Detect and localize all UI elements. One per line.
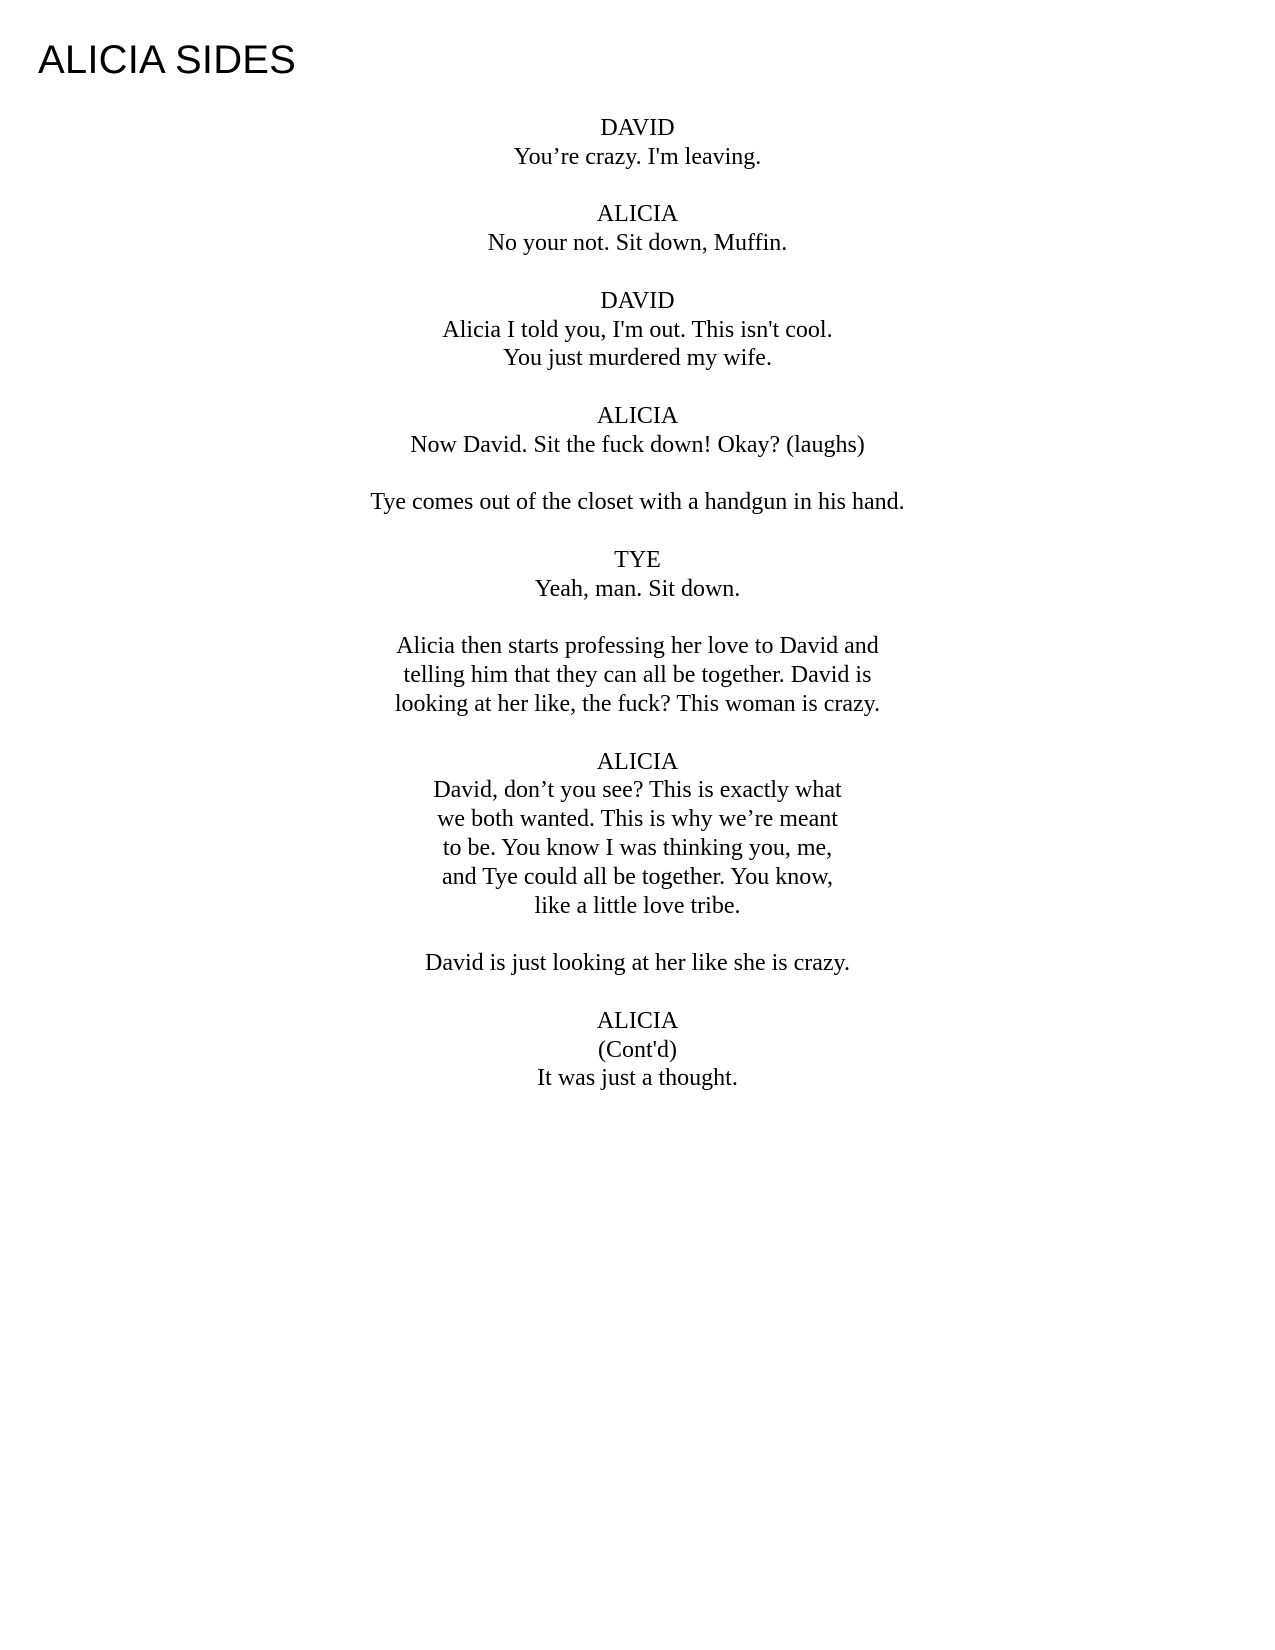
dialogue-line: Alicia I told you, I'm out. This isn't cool. [442, 316, 833, 343]
character-name: ALICIA [596, 402, 679, 429]
character-name: ALICIA [596, 201, 679, 228]
dialogue-line: we both wanted. This is why we’re meant [437, 806, 838, 833]
dialogue-block-alicia-4 [0, 1007, 1275, 1093]
action-block-3 [0, 949, 1275, 978]
dialogue-line: It was just a thought. [537, 1065, 738, 1092]
action-line: Tye comes out of the closet with a handgun in his hand. [370, 489, 905, 516]
action-block-2 [0, 632, 1275, 718]
character-name: DAVID [600, 115, 675, 141]
character-name: ALICIA [596, 748, 679, 775]
dialogue-line: to be. You know I was thinking you, me, [442, 834, 833, 861]
dialogue-line: You’re crazy. I'm leaving. [513, 143, 762, 170]
action-line: David is just looking at her like she is crazy. [424, 950, 850, 977]
dialogue-line: Now David. Sit the fuck down! Okay? (laughs) [410, 431, 865, 458]
dialogue-line: David, don’t you see? This is exactly what [433, 777, 842, 804]
script-body [0, 114, 1275, 1122]
action-line: Alicia then starts professing her love to David and [396, 633, 879, 660]
page-title: ALICIA SIDES [38, 38, 297, 82]
dialogue-line: You just murdered my wife. [503, 345, 772, 372]
dialogue-block-alicia-2 [0, 402, 1275, 460]
dialogue-line: No your not. Sit down, Muffin. [487, 230, 788, 257]
dialogue-block-tye [0, 546, 1275, 604]
dialogue-line: Yeah, man. Sit down. [534, 575, 741, 602]
dialogue-block-david-1 [0, 114, 1275, 172]
action-line: looking at her like, the fuck? This woman is crazy. [394, 690, 881, 717]
character-name: ALICIA [596, 1007, 679, 1034]
dialogue-block-alicia-1 [0, 200, 1275, 258]
parenthetical: (Cont'd) [598, 1036, 677, 1063]
dialogue-block-david-2 [0, 287, 1275, 373]
action-line: telling him that they can all be together. David is [403, 662, 872, 689]
character-name: DAVID [600, 287, 675, 314]
dialogue-line: and Tye could all be together. You know, [442, 863, 833, 890]
dialogue-block-alicia-3 [0, 748, 1275, 921]
dialogue-line: like a little love tribe. [534, 892, 741, 919]
action-block-1 [0, 488, 1275, 517]
character-name: TYE [614, 546, 661, 573]
